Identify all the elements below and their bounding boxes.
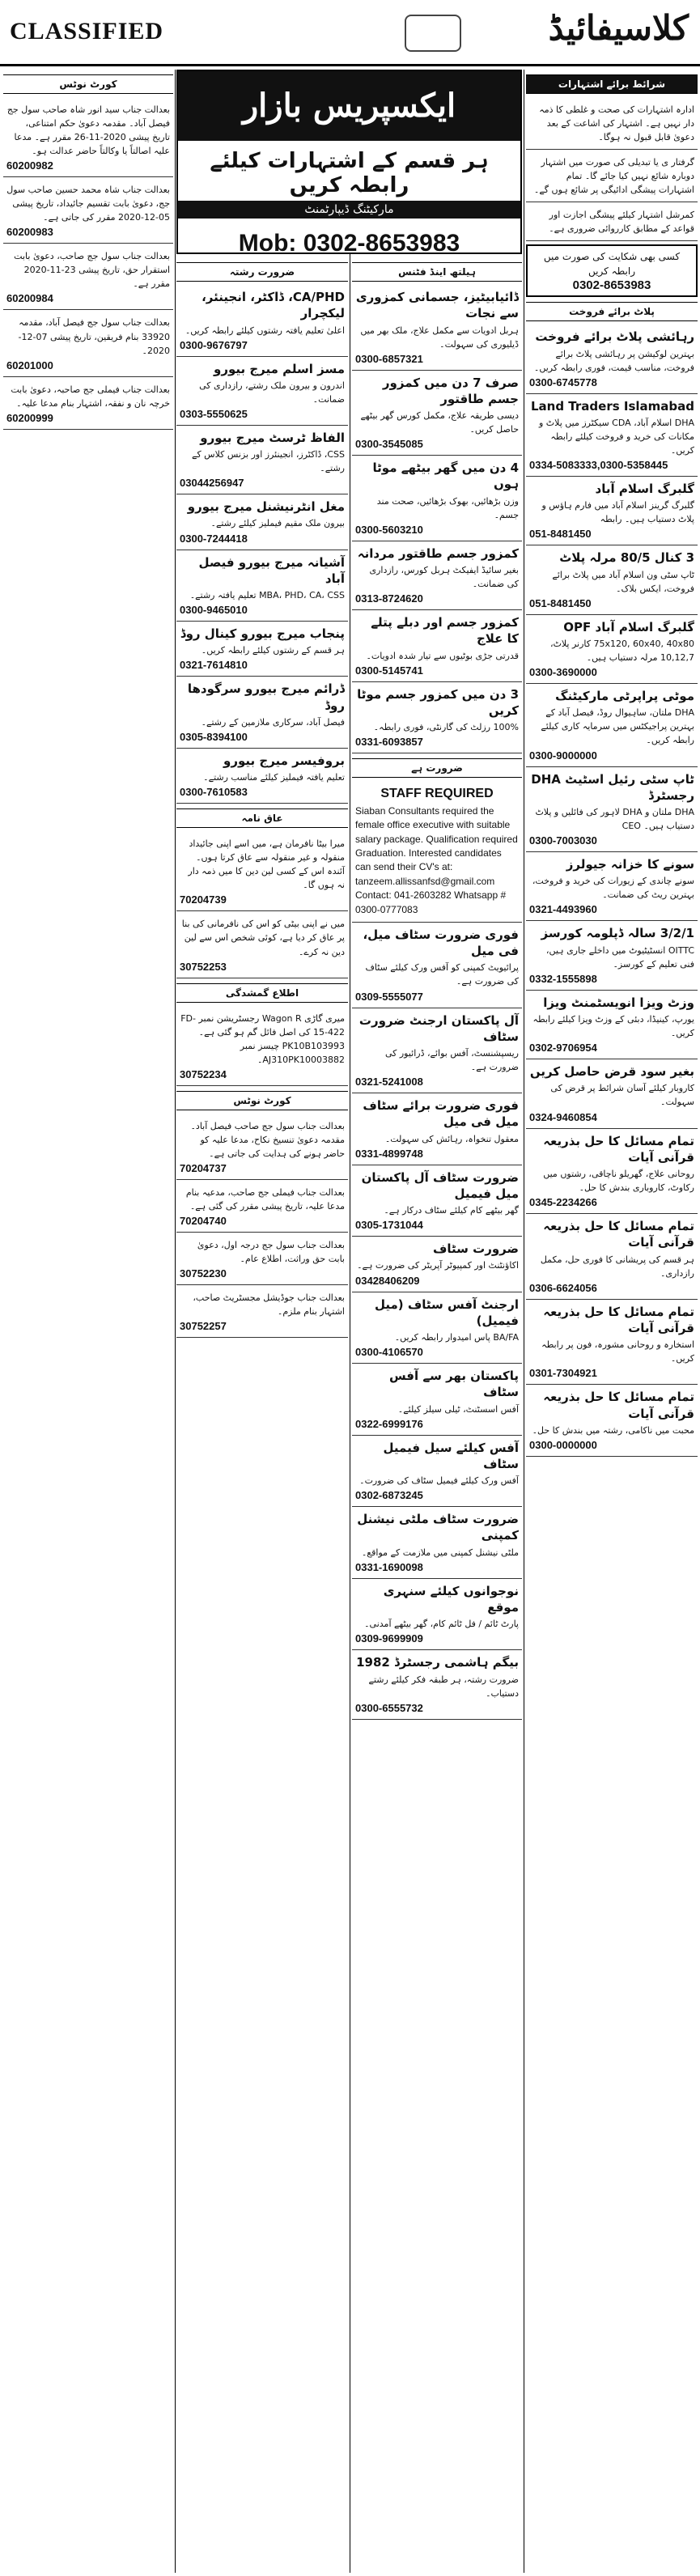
job-ad [352, 1237, 522, 1292]
ad-body: گرفتار ی یا تبدیلی کی صورت میں اشتہار دوبارہ شائع نہیں کیا جائے گا۔ تمام اشتہارات پیشگی ادائیگی پر شائع ہوں گے۔ [533, 157, 694, 196]
ad-body: ہر قسم کے رشتوں کیلئے رابطہ کریں۔ [201, 645, 345, 656]
ad-title: ضرورت سٹاف [432, 1241, 519, 1257]
ad-body: سونے چاندی کے زیورات کی خرید و فروخت، بہترین ریٹ کی ضمانت۔ [532, 876, 694, 901]
ad-body: پرائیویٹ کمپنی کو آفس ورک کیلئے سٹاف کی ضرورت ہے۔ [365, 962, 519, 987]
ad-phone[interactable]: 60200983 [6, 226, 53, 239]
ad-phone[interactable]: 0300-3690000 [529, 666, 597, 679]
ad-phone[interactable]: 70204739 [180, 893, 227, 906]
ad-title: ارجنٹ آفس سٹاف (میل فیمیل) [374, 1296, 519, 1328]
ad-phone[interactable]: 70204740 [180, 1214, 227, 1227]
ad-title: تمام مسائل کا حل بذریعہ قرآنی آیات [543, 1219, 694, 1250]
court-notice [3, 244, 173, 310]
ad-phone[interactable]: 60201000 [6, 359, 53, 371]
ad-body: ضرورت رشتہ، ہر طبقہ فکر کیلئے رشتے دستیاب۔ [368, 1674, 519, 1699]
rishta-ad [176, 550, 348, 622]
ad-phone[interactable]: 0300-6857321 [355, 352, 423, 365]
ad-title: مغل انٹرنیشنل میرج بیورو [187, 499, 345, 515]
ad-phone[interactable]: 0309-9699909 [355, 1632, 423, 1645]
ad-title: پاکستان بھر سے آفس سٹاف [388, 1369, 519, 1400]
ad-body: بعدالت جناب سول جج صاحب، دعویٰ بابت استقرار حق، تاریخ پیشی 23-11-2020 مقرر ہے۔ [14, 251, 170, 290]
ad-title: کمزور جسم طاقتور مردانہ [357, 545, 519, 561]
classified-ad [352, 682, 522, 754]
ad-body: ہر قسم کی پریشانی کا فوری حل، مکمل رازداری۔ [540, 1254, 694, 1279]
rishta-ad [176, 494, 348, 550]
ad-title: آشیانہ میرج بیورو فیصل آباد [198, 554, 345, 586]
classified-ad [526, 615, 698, 684]
rules-heading: شرائط برائے اشتہارات [526, 74, 698, 94]
staff-body: Siaban Consultants required the female office executive with suitable salary package. Qualification required Graduation. Interested candidates can send their CV's at: tanzeem.allissanfsd@gmail.com Contact: 041-2603282 Whatsapp # 0300-0777083 [355, 804, 518, 915]
ad-body: 75x120, 60x40, 40x80 کارنر پلاٹ، 10,12,7 مرلہ دستیاب ہیں۔ [549, 639, 694, 664]
ad-body: کاروبار کیلئے آسان شرائط پر قرض کی سہولت۔ [550, 1083, 694, 1108]
ad-title: وزٹ ویزا انویسٹمنٹ ویزا [543, 995, 694, 1010]
ad-phone[interactable]: 0313-8724620 [355, 592, 423, 605]
notice-heading: عاق نامہ [176, 808, 348, 828]
ad-body: DHA اسلام آباد، CDA سیکٹرز میں پلاٹ و مکانات کی خرید و فروخت کیلئے رابطہ کریں۔ [538, 417, 694, 456]
ad-title: تمام مسائل کا حل بذریعہ قرآنی آیات [543, 1133, 694, 1165]
ad-title: تمام مسائل کا حل بذریعہ قرآنی آیات [543, 1304, 694, 1335]
ad-title: موٹی پراپرٹی مارکیٹنگ [555, 689, 694, 704]
court-heading-d: کورٹ نوٹس [3, 74, 173, 94]
banner-marketing: مارکیٹنگ ڈیپارٹمنٹ [178, 201, 520, 219]
job-ad [352, 1579, 522, 1651]
rule-item [526, 202, 698, 241]
rishta-ad [176, 749, 348, 804]
classified-ad [526, 991, 698, 1059]
ad-body: روحانی علاج، گھریلو ناچاقی، رشتوں میں رکاوٹ، کاروباری بندش کا حل۔ [543, 1169, 694, 1194]
ad-body: ٹاپ سٹی ون اسلام آباد میں پلاٹ برائے فروخت، ایکس بلاک۔ [552, 569, 694, 594]
ad-phone[interactable]: 60200984 [6, 292, 53, 305]
ad-title: آفس کیلئے سیل فیمیل سٹاف [383, 1440, 519, 1471]
lost-notice [176, 1006, 348, 1086]
ad-title: فوری ضرورت سٹاف میل، فی میل [363, 927, 519, 959]
ad-title: Land Traders Islamabad [530, 398, 694, 414]
complaint-phone[interactable]: 0302-8653983 [572, 278, 651, 293]
ad-body: گھر بیٹھے کام کیلئے سٹاف درکار ہے۔ [384, 1205, 519, 1216]
ad-phone[interactable]: 0300-9676797 [180, 338, 248, 351]
ad-title: الفاظ ٹرسٹ میرج بیورو [200, 430, 345, 445]
ad-phone[interactable]: 0331-4899748 [355, 1147, 423, 1160]
ad-phone[interactable]: 0302-9706954 [529, 1042, 597, 1055]
court-notice [176, 1285, 348, 1338]
ad-phone[interactable]: 0345-2234266 [529, 1196, 597, 1209]
classified-ad [526, 1059, 698, 1128]
column-d [3, 70, 173, 2573]
ad-title: نوجوانوں کیلئے سنہری موقع [383, 1583, 519, 1615]
column-b [352, 70, 522, 2573]
ad-body: ہربل ادویات سے مکمل علاج، ملک بھر میں ڈیلیوری کی سہولت۔ [360, 325, 519, 350]
court-notice [176, 1180, 348, 1233]
classified-ad [526, 1214, 698, 1300]
rishta-ad [176, 357, 348, 426]
ad-title: تمام مسائل کا حل بذریعہ قرآنی آیات [543, 1390, 694, 1421]
ad-title: رہائشی پلاٹ برائے فروخت [535, 329, 694, 345]
ad-phone[interactable]: 0305-8394100 [180, 730, 248, 743]
classified-ad [352, 610, 522, 682]
ad-body: 100% رزلٹ کی گارنٹی، فوری رابطہ۔ [373, 722, 519, 733]
ad-body: دیسی طریقہ علاج، مکمل کورس گھر بیٹھے حاصل کریں۔ [360, 410, 519, 435]
ad-body: بعدالت جناب شاہ محمد حسین صاحب سول جج، دعویٰ بابت تقسیم جائیداد، تاریخ پیشی 05-12-2020 مقرر کی جاتی ہے۔ [6, 185, 170, 223]
ad-title: کمزور جسم اور دبلے پتلے کا علاج [371, 615, 519, 647]
ad-title: سونے کا خزانہ جیولرز [566, 857, 694, 872]
job-ad [352, 1165, 522, 1237]
ad-body: بعدالت جناب سید انور شاہ صاحب سول جج فیصل آباد۔ مقدمہ دعویٰ حکم امتناعی، تاریخ پیشی 2020-11-26 مقرر ہے۔ مدعا علیہ اصالتاً یا وکالتاً حاضر عدالت ہو۔ [6, 104, 170, 157]
banner-mobile[interactable]: Mob: 0302-8653983 [238, 230, 460, 257]
ad-phone[interactable]: 03428406209 [355, 1274, 420, 1287]
ad-title: فوری ضرورت برائے سٹاف میل فی میل [363, 1098, 519, 1130]
ad-body: قدرتی جڑی بوٹیوں سے تیار شدہ ادویات۔ [366, 650, 519, 661]
ad-phone[interactable]: 0301-7304921 [529, 1367, 597, 1380]
ad-title: CA/PHD، ڈاکٹر، انجینئر، لیکچرار [202, 290, 345, 321]
ad-title: 3 کنال 80/5 مرلہ پلاٹ [559, 550, 694, 566]
job-ad [352, 1292, 522, 1364]
ad-title: گلبرگ اسلام آباد OPF [563, 619, 694, 634]
ad-body: MBA، PHD، CA، CSS تعلیم یافتہ رشتے۔ [189, 590, 345, 601]
ad-body: کمرشل اشتہار کیلئے پیشگی اجازت اور قواعد کے مطابق کارروائی ضروری ہے۔ [549, 210, 694, 235]
rule-item [526, 150, 698, 202]
ad-body: اندرون و بیرون ملک رشتے، رازداری کی ضمانت۔ [199, 380, 345, 405]
ad-phone[interactable]: 0302-6873245 [355, 1489, 423, 1502]
ad-phone[interactable]: 0300-5603210 [355, 523, 423, 536]
classified-ad [526, 852, 698, 921]
classified-ad [526, 684, 698, 766]
ad-phone[interactable]: 0300-5145741 [355, 664, 423, 677]
ad-phone[interactable]: 30752253 [180, 960, 227, 973]
ad-phone[interactable]: 0300-0000000 [529, 1438, 597, 1451]
rishta-ad [176, 622, 348, 677]
ad-body: استخارہ و روحانی مشورہ، فون پر رابطہ کریں۔ [541, 1339, 694, 1364]
ad-body: بعدالت جناب فیملی جج صاحب، مدعیہ بنام مدعا علیہ، تاریخ پیشی مقرر کی گئی ہے۔ [185, 1186, 345, 1212]
court-notice [3, 97, 173, 177]
ad-title: 4 دن میں گھر بیٹھے موٹا ہوں [372, 460, 519, 492]
ad-phone[interactable]: 0306-6624056 [529, 1281, 597, 1294]
classified-ad [526, 477, 698, 545]
ad-title: پنجاب میرج بیورو کینال روڈ [180, 626, 345, 642]
ad-title: مسز اسلم میرج بیورو [214, 361, 345, 376]
classified-ad [352, 456, 522, 541]
job-ad [352, 1093, 522, 1165]
banner-subtitle: ہر قسم کے اشتہارات کیلئے رابطہ کریں [210, 149, 489, 197]
ad-phone[interactable]: 0300-7244418 [180, 532, 248, 545]
ad-body: بعدالت جناب سول جج صاحب فیصل آباد۔ مقدمہ دعویٰ تنسیخ نکاح، مدعا علیہ کو حاضر ہونے کی ہدایت کی جاتی ہے۔ [190, 1120, 345, 1159]
court-heading-c: کورٹ نوٹس [176, 1091, 348, 1110]
ad-title: ڈرائم میرج بیورو سرگودھا روڈ [187, 681, 345, 713]
job-ad [352, 1507, 522, 1579]
ad-body: CSS، ڈاکٹرز، انجینئرز اور بزنس کلاس کے رشتے۔ [192, 449, 345, 474]
rishta-ad [176, 285, 348, 357]
job-ad [352, 1436, 522, 1508]
classified-ad [526, 394, 698, 477]
ad-title: صرف 7 دن میں کمزور جسم طاقتور [382, 375, 519, 406]
page-header [0, 0, 700, 66]
lost-body: میری گاڑی Wagon R رجسٹریشن نمبر FD-15-422 کی اصل فائل گم ہو گئی ہے۔ PK10B103993 چیسز نمبر AJ310PK10003882۔ [180, 1012, 345, 1065]
ad-body: ریسپشنسٹ، آفس بوائے، ڈرائیور کی ضرورت ہے۔ [384, 1048, 519, 1073]
ad-body: گلبرگ گرینز اسلام آباد میں فارم ہاؤس و پلاٹ دستیاب ہیں۔ رابطہ [541, 500, 694, 525]
ad-body: اکاؤنٹنٹ اور کمپیوٹر آپریٹر کی ضرورت ہے۔ [357, 1260, 519, 1271]
classified-ad [526, 1300, 698, 1386]
ad-title: بیگم ہاشمی رجسٹرڈ 1982 [356, 1655, 519, 1670]
ad-body: فیصل آباد، سرکاری ملازمین کے رشتے۔ [201, 716, 345, 728]
ad-phone[interactable]: 0322-6999176 [355, 1417, 423, 1430]
plots-heading: پلاٹ برائے فروخت [526, 302, 698, 321]
aaq-notice [176, 911, 348, 978]
classified-ad [526, 325, 698, 393]
lost-ref: 30752234 [180, 1067, 227, 1080]
court-notice [176, 1233, 348, 1285]
ad-phone[interactable]: 03044256947 [180, 477, 244, 490]
ad-body: بغیر سائیڈ ایفیکٹ ہربل کورس، رازداری کی ضمانت۔ [369, 565, 519, 590]
express-bazaar-banner [176, 70, 522, 257]
column-c [176, 70, 348, 2573]
classified-ad [352, 541, 522, 610]
court-notice [3, 177, 173, 244]
ad-phone[interactable]: 60200982 [6, 159, 53, 172]
newspaper-icon [405, 15, 461, 52]
ad-phone[interactable]: 0300-9465010 [180, 604, 248, 617]
banner-title: ایکسپریس بازار [178, 71, 520, 141]
jobs-heading: ضرورت ہے [352, 758, 522, 778]
ad-body: BA/FA پاس امیدوار رابطہ کریں۔ [394, 1332, 519, 1343]
classified-ad [352, 371, 522, 456]
ad-phone[interactable]: 051-8481450 [529, 528, 592, 541]
lost-heading: اطلاع گمشدگی [176, 983, 348, 1003]
ad-phone[interactable]: 0300-9000000 [529, 749, 597, 762]
ad-title: ضرورت سٹاف آل پاکستان میل فیمیل [361, 1169, 519, 1201]
complaint-box [526, 244, 698, 297]
rishta-ad [176, 426, 348, 494]
ad-phone[interactable]: 0309-5555077 [355, 990, 423, 1003]
job-ad [352, 1364, 522, 1436]
rishta-heading: ضرورت رشتہ [176, 262, 348, 282]
ad-body: تعلیم یافتہ فیملیز کیلئے مناسب رشتے۔ [203, 772, 345, 783]
ad-title: ڈائیابیٹیز، جسمانی کمزوری سے نجات [355, 290, 519, 321]
classified-title-en: CLASSIFIED [10, 18, 164, 45]
ad-body: آفس اسسٹنٹ، ٹیلی سیلز کیلئے۔ [397, 1403, 519, 1415]
classified-ad [526, 1385, 698, 1457]
ad-phone[interactable]: 0321-5241008 [355, 1076, 423, 1089]
ad-body: بعدالت جناب سول جج درجہ اول، دعویٰ بابت حق وراثت، اطلاع عام۔ [197, 1239, 345, 1265]
ad-body: DHA ملتان، ساہیوال روڈ، فیصل آباد کے بہترین پراجیکٹس میں سرمایہ کاری کیلئے رابطہ کریں۔ [541, 707, 694, 746]
court-notice [3, 310, 173, 376]
classified-ad [526, 767, 698, 853]
court-notice [176, 1114, 348, 1180]
staff-title: STAFF REQUIRED [380, 787, 494, 801]
ad-title: بغیر سود قرض حاصل کریں [529, 1064, 694, 1080]
ad-phone[interactable]: 0324-9460854 [529, 1110, 597, 1123]
ad-body: ملٹی نیشنل کمپنی میں ملازمت کے مواقع۔ [361, 1547, 519, 1558]
classified-ad [352, 285, 522, 371]
ad-phone[interactable]: 0300-7003030 [529, 834, 597, 847]
job-ad [352, 1650, 522, 1719]
ad-phone[interactable]: 0321-7614810 [180, 659, 248, 672]
ad-phone[interactable]: 0300-4106570 [355, 1346, 423, 1359]
ad-body: میں نے اپنی بیٹی کو اس کی نافرمانی کی بنا پر عاق کر دیا ہے، کوئی شخص اس سے لین دین نہ کرے۔ [181, 919, 345, 957]
classified-ad [526, 1129, 698, 1215]
ad-phone[interactable]: 0300-7610583 [180, 786, 248, 799]
ad-body: DHA ملتان و DHA لاہور کی فائلیں و پلاٹ دستیاب ہیں۔ CEO [535, 807, 694, 832]
ad-body: وزن بڑھائیں، بھوک بڑھائیں، صحت مند جسم۔ [376, 495, 519, 520]
ad-phone[interactable]: 0305-1731044 [355, 1219, 423, 1232]
ad-phone[interactable]: 051-8481450 [529, 596, 592, 609]
classified-ad [526, 545, 698, 614]
ad-phone[interactable]: 0300-3545085 [355, 438, 423, 451]
ad-phone[interactable]: 0331-1690098 [355, 1560, 423, 1573]
ad-body: بہترین لوکیشن پر رہائشی پلاٹ برائے فروخت، مناسب قیمت، فوری رابطہ کریں۔ [533, 348, 694, 373]
rishta-ad [176, 677, 348, 749]
ad-body: محبت میں ناکامی، رشتہ میں بندش کا حل۔ [532, 1424, 694, 1436]
ad-body: معقول تنخواہ، رہائش کی سہولت۔ [384, 1133, 519, 1144]
health-heading: ہیلتھ اینڈ فٹنس [352, 262, 522, 282]
staff-required-ad [352, 781, 522, 923]
ad-body: ادارہ اشتہارات کی صحت و غلطی کا ذمہ دار نہیں ہے۔ اشتہار کی اشاعت کے بعد دعویٰ قابل قبول نہ ہوگا۔ [539, 104, 694, 143]
ad-title: ضرورت سٹاف ملٹی نیشنل کمپنی [357, 1512, 519, 1543]
complaint-text: کسی بھی شکایت کی صورت میں رابطہ کریں [543, 251, 681, 278]
ad-phone[interactable]: 0300-6555732 [355, 1701, 423, 1714]
ad-body: میرا بیٹا نافرمان ہے، میں اسے اپنی جائیداد منقولہ و غیر منقولہ سے عاق کرتا ہوں۔ آئندہ اس کے کسی لین دین کا میں ذمہ دار نہ ہوں گا۔ [188, 838, 345, 891]
ad-title: 3 دن میں کمزور جسم موٹا کریں [357, 686, 519, 718]
ad-body: آفس ورک کیلئے فیمیل سٹاف کی ضرورت۔ [359, 1475, 519, 1487]
ad-body: بعدالت جناب جوڈیشل مجسٹریٹ صاحب، اشتہار بنام ملزم۔ [193, 1292, 345, 1318]
ad-title: آل پاکستان ارجنٹ ضرورت سٹاف [358, 1012, 519, 1044]
ad-title: 3/2/1 سالہ ڈپلومہ کورسز [541, 926, 694, 941]
rule-item [526, 97, 698, 150]
ad-body: بیرون ملک مقیم فیملیز کیلئے رشتے۔ [210, 518, 345, 529]
ad-body: پارٹ ٹائم / فل ٹائم کام، گھر بیٹھے آمدنی۔ [364, 1619, 519, 1630]
classified-ad [526, 921, 698, 990]
classified-title-ur: کلاسیفائیڈ [548, 8, 689, 48]
ad-body: OITTC انسٹیٹیوٹ میں داخلے جاری ہیں، فنی تعلیم کے کورسز۔ [545, 944, 694, 970]
ad-title: گلبرگ اسلام آباد [595, 482, 694, 497]
ad-phone[interactable]: 30752230 [180, 1267, 227, 1280]
ad-phone[interactable]: 60200999 [6, 411, 53, 424]
ad-phone[interactable]: 0332-1555898 [529, 972, 597, 985]
ad-body: بعدالت جناب سول جج فیصل آباد، مقدمہ 33920 بنام فریقین، تاریخ پیشی 07-12-2020۔ [18, 317, 170, 356]
ad-phone[interactable]: 0300-6745778 [529, 376, 597, 388]
ad-title: بروفیسر میرج بیورو [223, 753, 345, 768]
ad-title: ٹاپ سٹی رئیل اسٹیٹ DHA رجسٹرڈ [531, 771, 694, 803]
job-ad [352, 1008, 522, 1094]
ad-phone[interactable]: 0303-5550625 [180, 407, 248, 420]
ad-body: بعدالت جناب فیملی جج صاحبہ، دعویٰ بابت خرچہ نان و نفقہ، اشتہار بنام مدعا علیہ۔ [11, 384, 170, 409]
aaq-notice [176, 831, 348, 911]
court-notice [3, 377, 173, 430]
ad-phone[interactable]: 70204737 [180, 1161, 227, 1174]
ad-phone[interactable]: 0321-4493960 [529, 903, 597, 916]
ad-phone[interactable]: 0334-5083333,0300-5358445 [529, 459, 668, 472]
ad-phone[interactable]: 30752257 [180, 1320, 227, 1333]
ad-body: یورپ، کینیڈا، دبئی کے وزٹ ویزا کیلئے رابطہ کریں۔ [532, 1014, 694, 1039]
job-ad [352, 923, 522, 1008]
column-a [526, 70, 698, 2573]
ad-body: اعلیٰ تعلیم یافتہ رشتوں کیلئے رابطہ کریں۔ [185, 325, 345, 336]
ad-phone[interactable]: 0331-6093857 [355, 736, 423, 749]
